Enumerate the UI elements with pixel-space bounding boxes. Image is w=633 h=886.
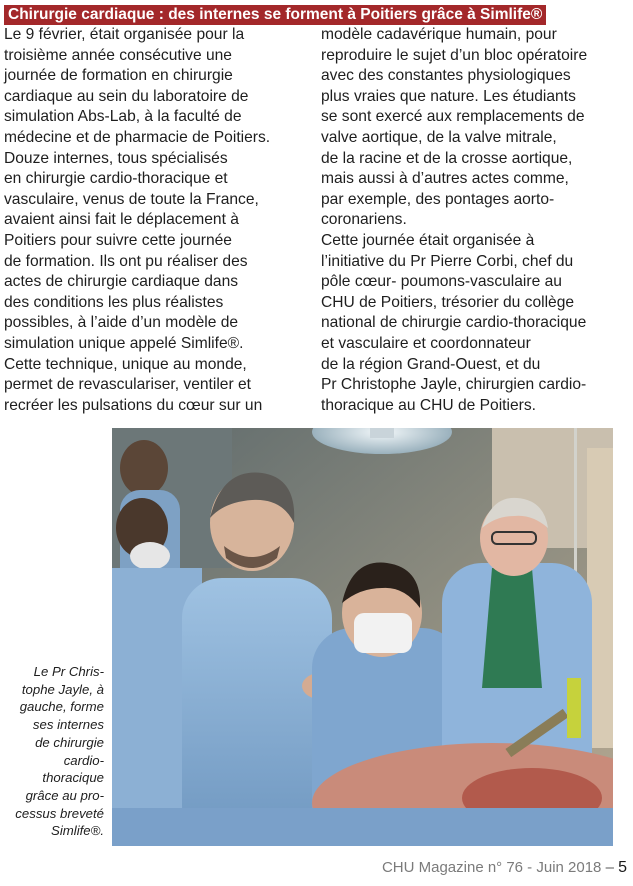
- article-left-column: [4, 25, 308, 416]
- article-right-column: [321, 25, 629, 416]
- text-line: simulation Abs-Lab, à la faculté de: [4, 108, 242, 126]
- text-line: avaient ainsi fait le déplacement à: [4, 211, 239, 229]
- text-line: avec des constantes physiologiques: [321, 67, 571, 85]
- text-line: coronariens.: [321, 211, 407, 229]
- text-line: médecine et de pharmacie de Poitiers.: [4, 128, 271, 146]
- surgery-training-photo: [112, 428, 613, 846]
- caption-line: ses internes: [32, 717, 104, 733]
- text-line: plus vraies que nature. Les étudiants: [321, 87, 576, 105]
- text-line: de la racine et de la crosse aortique,: [321, 149, 573, 167]
- text-line: de la région Grand-Ouest, et du: [321, 355, 541, 373]
- text-line: par exemple, des pontages aorto-: [321, 190, 555, 208]
- text-line: recréer les pulsations du cœur sur un: [4, 396, 263, 414]
- text-line: possibles, à l’aide d’un modèle de: [4, 314, 239, 332]
- text-line: et vasculaire et coordonnateur: [321, 334, 531, 352]
- text-line: Poitiers pour suivre cette journée: [4, 231, 232, 249]
- page-footer: [382, 859, 627, 877]
- page-number: 5: [618, 859, 627, 876]
- text-line: cardiaque au sein du laboratoire de: [4, 87, 249, 105]
- text-line: en chirurgie cardio-thoracique et: [4, 170, 228, 188]
- text-line: simulation unique appelé Simlife®.: [4, 334, 244, 352]
- text-line: valve aortique, de la valve mitrale,: [321, 128, 557, 146]
- caption-line: Le Pr Chris-: [33, 664, 104, 679]
- text-line: modèle cadavérique humain, pour: [321, 26, 557, 43]
- text-line: thoracique au CHU de Poitiers.: [321, 396, 536, 414]
- text-line: CHU de Poitiers, trésorier du collège: [321, 293, 575, 311]
- magazine-issue: CHU Magazine n° 76 - Juin 2018: [381, 859, 602, 876]
- text-line: permet de revasculariser, ventiler et: [4, 376, 252, 394]
- text-line: pôle cœur- poumons-vasculaire au: [321, 273, 562, 291]
- text-line: reproduire le sujet d’un bloc opératoire: [321, 46, 588, 64]
- article-headline: Chirurgie cardiaque : des internes se forment à Poitiers grâce à Simlife®: [4, 5, 546, 25]
- footer-separator: –: [605, 859, 614, 876]
- text-line: Cette technique, unique au monde,: [4, 355, 247, 373]
- text-line: de formation. Ils ont pu réaliser des: [4, 252, 248, 270]
- caption-line: cardio-: [63, 752, 104, 768]
- text-line: troisième année consécutive une: [4, 46, 232, 64]
- text-line: Cette journée était organisée à: [321, 231, 535, 249]
- caption-line: gauche, forme: [19, 699, 104, 715]
- caption-line: tophe Jayle, à: [21, 681, 104, 697]
- caption-line: grâce au pro-: [25, 787, 104, 803]
- text-line: Pr Christophe Jayle, chirurgien cardio-: [321, 376, 587, 394]
- text-line: journée de formation en chirurgie: [4, 67, 233, 85]
- caption-line: Simlife®.: [51, 823, 104, 839]
- caption-line: de chirurgie: [35, 734, 104, 750]
- text-line: actes de chirurgie cardiaque dans: [4, 273, 239, 291]
- caption-line: cessus breveté: [15, 805, 104, 821]
- text-line: vasculaire, venus de toute la France,: [4, 190, 259, 208]
- caption-line: thoracique: [42, 770, 104, 786]
- text-line: se sont exercé aux remplacements de: [321, 108, 585, 126]
- text-line: national de chirurgie cardio-thoracique: [321, 314, 587, 332]
- text-line: Le 9 février, était organisée pour la: [4, 26, 245, 43]
- text-line: mais aussi à d’autres actes comme,: [321, 170, 569, 188]
- text-line: l’initiative du Pr Pierre Corbi, chef du: [321, 252, 574, 270]
- text-line: des conditions les plus réalistes: [4, 293, 224, 311]
- text-line: Douze internes, tous spécialisés: [4, 149, 228, 167]
- photo-caption: [4, 663, 104, 840]
